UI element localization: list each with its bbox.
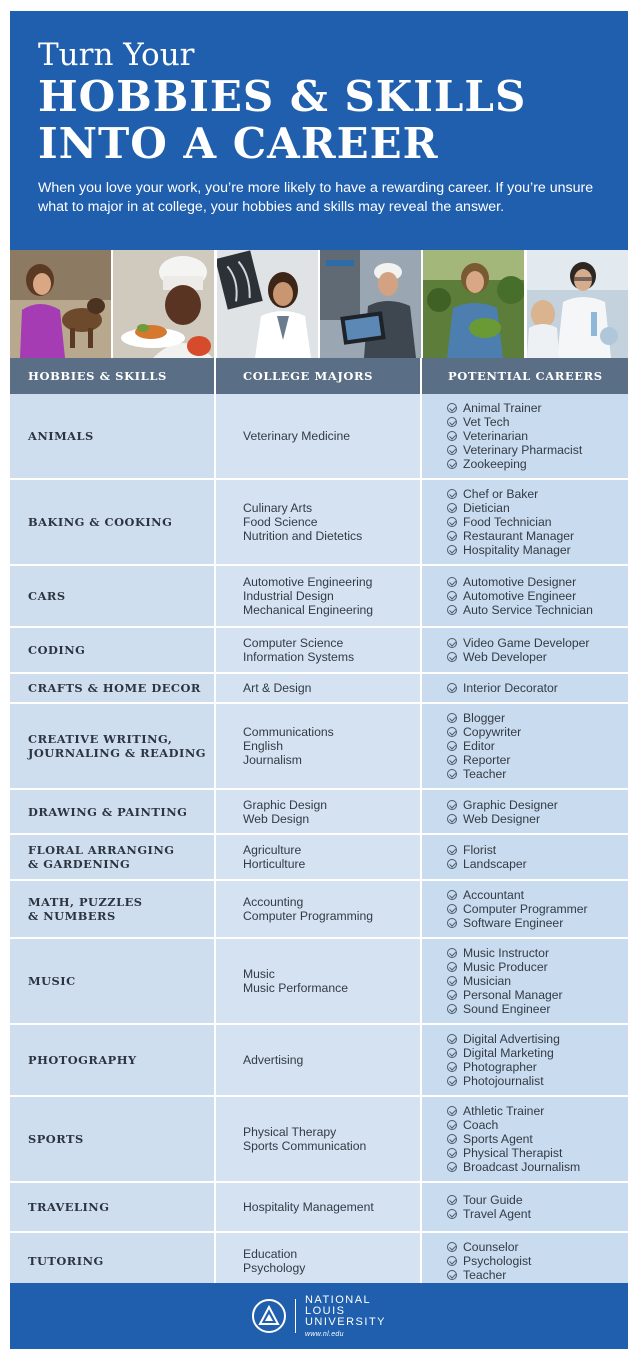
- career-item: [447, 487, 574, 501]
- career-label: Hospitality Manager: [463, 543, 571, 557]
- hobby-label: MUSIC: [28, 974, 76, 988]
- check-circle-icon: [447, 638, 457, 648]
- major-item: Music Performance: [243, 981, 348, 995]
- career-item: [447, 988, 563, 1002]
- check-circle-icon: [447, 1034, 457, 1044]
- career-label: Psychologist: [463, 1254, 532, 1268]
- career-item: [447, 753, 521, 767]
- check-circle-icon: [447, 403, 457, 413]
- careers-cell: [422, 790, 628, 833]
- career-label: Web Designer: [463, 811, 540, 826]
- hobby-label: CODING: [28, 643, 86, 657]
- career-label: Personal Manager: [463, 988, 563, 1002]
- career-item: [447, 843, 527, 857]
- careers-cell: [422, 674, 628, 702]
- header-hobbies: HOBBIES & SKILLS: [10, 358, 216, 394]
- table-row: [10, 628, 628, 674]
- check-circle-icon: [447, 591, 457, 601]
- hobby-cell: [10, 835, 216, 879]
- career-label: Copywriter: [463, 725, 522, 739]
- hobby-label: PHOTOGRAPHY: [28, 1053, 137, 1067]
- career-item: [447, 429, 582, 443]
- hobby-cell: [10, 480, 216, 564]
- career-item: [447, 711, 521, 725]
- table-row: [10, 1025, 628, 1097]
- hobby-cell: [10, 1025, 216, 1095]
- major-item: Graphic Design: [243, 797, 327, 812]
- career-label: Zookeeping: [463, 457, 527, 471]
- career-label: Digital Marketing: [463, 1046, 554, 1060]
- brand-text: [305, 1295, 386, 1338]
- major-item: Communications: [243, 725, 334, 739]
- check-circle-icon: [447, 1048, 457, 1058]
- footer: [10, 1283, 628, 1349]
- career-item: [447, 1132, 580, 1146]
- career-item: [447, 857, 527, 871]
- check-circle-icon: [447, 1120, 457, 1130]
- major-item: Computer Programming: [243, 909, 374, 923]
- check-circle-icon: [447, 431, 457, 441]
- hobby-label: JOURNALING & READING: [28, 746, 206, 760]
- table-row: [10, 881, 628, 939]
- hobby-label: BAKING & COOKING: [28, 515, 173, 529]
- careers-cell: [422, 704, 628, 788]
- majors-cell: [216, 674, 422, 702]
- career-label: Animal Trainer: [463, 401, 542, 415]
- career-item: [447, 739, 521, 753]
- major-item: Mechanical Engineering: [243, 603, 374, 617]
- major-item: Culinary Arts: [243, 501, 313, 515]
- career-label: Dietician: [463, 501, 510, 515]
- career-item: [447, 1240, 531, 1254]
- check-circle-icon: [447, 1256, 457, 1266]
- title-line-1: Turn Your: [38, 37, 195, 73]
- major-item: Psychology: [243, 1261, 306, 1275]
- career-label: Broadcast Journalism: [463, 1160, 581, 1174]
- career-label: Coach: [463, 1118, 499, 1132]
- careers-cell: [422, 480, 628, 564]
- career-item: [447, 515, 574, 529]
- careers-cell: [422, 939, 628, 1023]
- major-item: Art & Design: [243, 681, 312, 695]
- career-label: Software Engineer: [463, 916, 564, 930]
- brand-line-3: UNIVERSITY: [304, 1315, 386, 1328]
- hobby-label: ANIMALS: [28, 429, 94, 443]
- check-circle-icon: [447, 976, 457, 986]
- major-item: Hospitality Management: [243, 1200, 374, 1214]
- nlu-logo: [252, 1295, 386, 1338]
- check-circle-icon: [447, 1270, 457, 1280]
- header-careers: POTENTIAL CAREERS: [448, 369, 603, 383]
- career-label: Automotive Engineer: [463, 589, 577, 603]
- title-line-3: INTO A CAREER: [38, 119, 439, 168]
- check-circle-icon: [447, 990, 457, 1000]
- career-item: [447, 767, 521, 781]
- check-circle-icon: [447, 605, 457, 615]
- career-item: [447, 415, 582, 429]
- career-item: [447, 1207, 531, 1221]
- hobby-label: CREATIVE WRITING,: [28, 732, 173, 746]
- photo-girl-with-dog: [10, 250, 113, 358]
- career-item: [447, 798, 558, 812]
- career-label: Music Producer: [463, 960, 548, 974]
- check-circle-icon: [447, 517, 457, 527]
- check-circle-icon: [447, 503, 457, 513]
- hobby-label: & GARDENING: [28, 857, 131, 871]
- career-item: [447, 946, 563, 960]
- check-circle-icon: [447, 713, 457, 723]
- career-label: Reporter: [463, 753, 511, 767]
- table-row: [10, 566, 628, 628]
- check-circle-icon: [447, 489, 457, 499]
- career-item: [447, 888, 588, 902]
- career-item: [447, 1268, 531, 1282]
- hobby-label: SPORTS: [28, 1132, 84, 1146]
- career-item: [447, 401, 582, 415]
- career-label: Accountant: [463, 888, 524, 902]
- career-label: Graphic Designer: [463, 797, 558, 812]
- hobby-label: MATH, PUZZLES: [28, 895, 143, 909]
- career-label: Music Instructor: [463, 946, 550, 960]
- careers-cell: [422, 628, 628, 672]
- majors-cell: [216, 394, 422, 478]
- major-item: Journalism: [243, 753, 302, 767]
- hobby-cell: [10, 1233, 216, 1289]
- hobby-label: DRAWING & PAINTING: [28, 804, 188, 819]
- careers-cell: [422, 881, 628, 937]
- career-label: Athletic Trainer: [463, 1104, 545, 1118]
- check-circle-icon: [447, 1076, 457, 1086]
- career-item: [447, 725, 521, 739]
- career-label: Digital Advertising: [463, 1032, 560, 1046]
- header-majors: COLLEGE MAJORS: [216, 358, 422, 394]
- career-label: Veterinarian: [463, 429, 529, 443]
- career-label: Physical Therapist: [463, 1146, 563, 1160]
- hobby-cell: [10, 1183, 216, 1231]
- career-label: Veterinary Pharmacist: [463, 443, 583, 457]
- hobby-cell: [10, 790, 216, 833]
- career-label: Editor: [463, 739, 495, 753]
- career-item: [447, 1118, 580, 1132]
- career-item: [447, 650, 589, 664]
- table-row: [10, 480, 628, 566]
- career-label: Landscaper: [463, 857, 527, 871]
- major-item: Physical Therapy: [243, 1125, 337, 1139]
- check-circle-icon: [447, 652, 457, 662]
- hobby-label: CRAFTS & HOME DECOR: [28, 681, 201, 695]
- check-circle-icon: [447, 755, 457, 765]
- career-label: Computer Programmer: [463, 902, 588, 916]
- table-row: [10, 1097, 628, 1183]
- photo-engineer-laptop: [320, 250, 423, 358]
- logo-divider: [295, 1299, 296, 1333]
- website-url[interactable]: www.nl.edu: [304, 1330, 344, 1338]
- career-label: Florist: [463, 843, 497, 857]
- photo-doctor-xray: [217, 250, 320, 358]
- check-circle-icon: [447, 727, 457, 737]
- career-label: Teacher: [463, 767, 507, 781]
- careers-cell: [422, 1183, 628, 1231]
- major-item: Advertising: [243, 1053, 304, 1067]
- career-item: [447, 681, 558, 695]
- career-item: [447, 1032, 560, 1046]
- career-item: [447, 1254, 531, 1268]
- check-circle-icon: [447, 962, 457, 972]
- career-label: Auto Service Technician: [463, 603, 593, 617]
- career-label: Automotive Designer: [463, 575, 577, 589]
- check-circle-icon: [447, 948, 457, 958]
- career-label: Counselor: [463, 1240, 519, 1254]
- brand-line-1: NATIONAL: [304, 1293, 372, 1306]
- career-label: Restaurant Manager: [463, 529, 575, 543]
- table-row: [10, 939, 628, 1025]
- career-label: Musician: [463, 974, 512, 988]
- check-circle-icon: [447, 545, 457, 555]
- career-item: [447, 1160, 580, 1174]
- hobby-cell: [10, 881, 216, 937]
- major-item: Information Systems: [243, 650, 355, 664]
- check-circle-icon: [447, 1134, 457, 1144]
- hobby-cell: [10, 1097, 216, 1181]
- major-item: Sports Communication: [243, 1139, 367, 1153]
- major-item: Industrial Design: [243, 589, 334, 603]
- check-circle-icon: [447, 890, 457, 900]
- majors-cell: [216, 790, 422, 833]
- career-item: [447, 1104, 580, 1118]
- photo-strip: [10, 250, 628, 358]
- major-item: Computer Science: [243, 636, 344, 650]
- check-circle-icon: [447, 769, 457, 779]
- check-circle-icon: [447, 459, 457, 469]
- table-row: [10, 674, 628, 704]
- infographic: [10, 11, 628, 1349]
- header: [10, 11, 628, 250]
- major-item: Automotive Engineering: [243, 575, 373, 589]
- careers-cell: [422, 566, 628, 626]
- career-label: Chef or Baker: [463, 487, 539, 501]
- career-label: Interior Decorator: [463, 681, 558, 695]
- check-circle-icon: [447, 1004, 457, 1014]
- career-item: [447, 575, 593, 589]
- major-item: Food Science: [243, 515, 318, 529]
- check-circle-icon: [447, 683, 457, 693]
- career-label: Blogger: [463, 711, 506, 725]
- major-item: Nutrition and Dietetics: [243, 529, 363, 543]
- table-row: [10, 704, 628, 790]
- career-label: Sports Agent: [463, 1132, 533, 1146]
- career-label: Photographer: [463, 1060, 537, 1074]
- hobby-cell: [10, 704, 216, 788]
- check-circle-icon: [447, 1062, 457, 1072]
- check-circle-icon: [447, 577, 457, 587]
- table-header: [10, 358, 628, 394]
- check-circle-icon: [447, 845, 457, 855]
- table-row: [10, 790, 628, 835]
- check-circle-icon: [447, 814, 457, 824]
- hobby-cell: [10, 939, 216, 1023]
- career-label: Photojournalist: [463, 1074, 544, 1088]
- career-label: Teacher: [463, 1268, 507, 1282]
- career-item: [447, 501, 574, 515]
- career-label: Web Developer: [463, 650, 547, 664]
- careers-cell: [422, 1025, 628, 1095]
- check-circle-icon: [447, 1148, 457, 1158]
- nlu-emblem-icon: [252, 1299, 286, 1333]
- career-item: [447, 1074, 560, 1088]
- check-circle-icon: [447, 859, 457, 869]
- table-body: [10, 394, 628, 1291]
- check-circle-icon: [447, 531, 457, 541]
- career-item: [447, 603, 593, 617]
- careers-cell: [422, 394, 628, 478]
- careers-cell: [422, 1097, 628, 1181]
- majors-cell: [216, 1183, 422, 1231]
- major-item: Horticulture: [243, 857, 306, 871]
- photo-scientists-lab: [527, 250, 628, 358]
- major-item: Education: [243, 1247, 298, 1261]
- check-circle-icon: [447, 918, 457, 928]
- hobby-label: TRAVELING: [28, 1200, 110, 1214]
- career-item: [447, 457, 582, 471]
- majors-cell: [216, 939, 422, 1023]
- brand-line-2: LOUIS: [304, 1304, 346, 1317]
- careers-cell: [422, 835, 628, 879]
- majors-cell: [216, 881, 422, 937]
- hobby-cell: [10, 394, 216, 478]
- major-item: Agriculture: [243, 843, 302, 857]
- career-label: Tour Guide: [463, 1193, 523, 1207]
- majors-cell: [216, 628, 422, 672]
- career-item: [447, 1046, 560, 1060]
- career-item: [447, 812, 558, 826]
- career-label: Vet Tech: [463, 415, 510, 429]
- career-item: [447, 1193, 531, 1207]
- majors-cell: [216, 480, 422, 564]
- check-circle-icon: [447, 445, 457, 455]
- career-label: Food Technician: [463, 515, 552, 529]
- check-circle-icon: [447, 1106, 457, 1116]
- majors-cell: [216, 835, 422, 879]
- majors-cell: [216, 1097, 422, 1181]
- table-row: [10, 1183, 628, 1233]
- career-item: [447, 1146, 580, 1160]
- major-item: Web Design: [243, 811, 310, 826]
- major-item: English: [243, 739, 283, 753]
- careers-cell: [422, 1233, 628, 1289]
- check-circle-icon: [447, 1209, 457, 1219]
- career-item: [447, 529, 574, 543]
- career-item: [447, 636, 589, 650]
- photo-woman-gardening: [423, 250, 526, 358]
- check-circle-icon: [447, 1195, 457, 1205]
- career-item: [447, 1060, 560, 1074]
- career-item: [447, 1002, 563, 1016]
- hobby-cell: [10, 674, 216, 702]
- majors-cell: [216, 1025, 422, 1095]
- check-circle-icon: [447, 1162, 457, 1172]
- check-circle-icon: [447, 1242, 457, 1252]
- career-label: Video Game Developer: [463, 636, 590, 650]
- career-item: [447, 589, 593, 603]
- major-item: Veterinary Medicine: [243, 429, 351, 443]
- majors-cell: [216, 566, 422, 626]
- hobby-label: CARS: [28, 589, 66, 603]
- check-circle-icon: [447, 741, 457, 751]
- hobby-label: & NUMBERS: [28, 909, 116, 923]
- majors-cell: [216, 1233, 422, 1289]
- check-circle-icon: [447, 800, 457, 810]
- career-label: Sound Engineer: [463, 1002, 551, 1016]
- hobby-label: FLORAL ARRANGING: [28, 843, 175, 857]
- career-item: [447, 443, 582, 457]
- career-item: [447, 974, 563, 988]
- table-row: [10, 835, 628, 881]
- hobby-cell: [10, 566, 216, 626]
- intro-text: When you love your work, you’re more likely to have a rewarding career. If you’re unsure what to major in at college, your hobbies and skills may reveal the answer.: [38, 180, 594, 215]
- majors-cell: [216, 704, 422, 788]
- photo-chef-plating: [113, 250, 216, 358]
- title-line-2: HOBBIES & SKILLS: [38, 72, 527, 121]
- table-row: [10, 394, 628, 480]
- career-label: Travel Agent: [463, 1207, 531, 1221]
- career-item: [447, 916, 588, 930]
- check-circle-icon: [447, 417, 457, 427]
- career-item: [447, 902, 588, 916]
- hobby-label: TUTORING: [28, 1254, 104, 1268]
- major-item: Music: [243, 967, 275, 981]
- hobby-cell: [10, 628, 216, 672]
- check-circle-icon: [447, 904, 457, 914]
- career-item: [447, 960, 563, 974]
- career-item: [447, 543, 574, 557]
- major-item: Accounting: [243, 895, 304, 909]
